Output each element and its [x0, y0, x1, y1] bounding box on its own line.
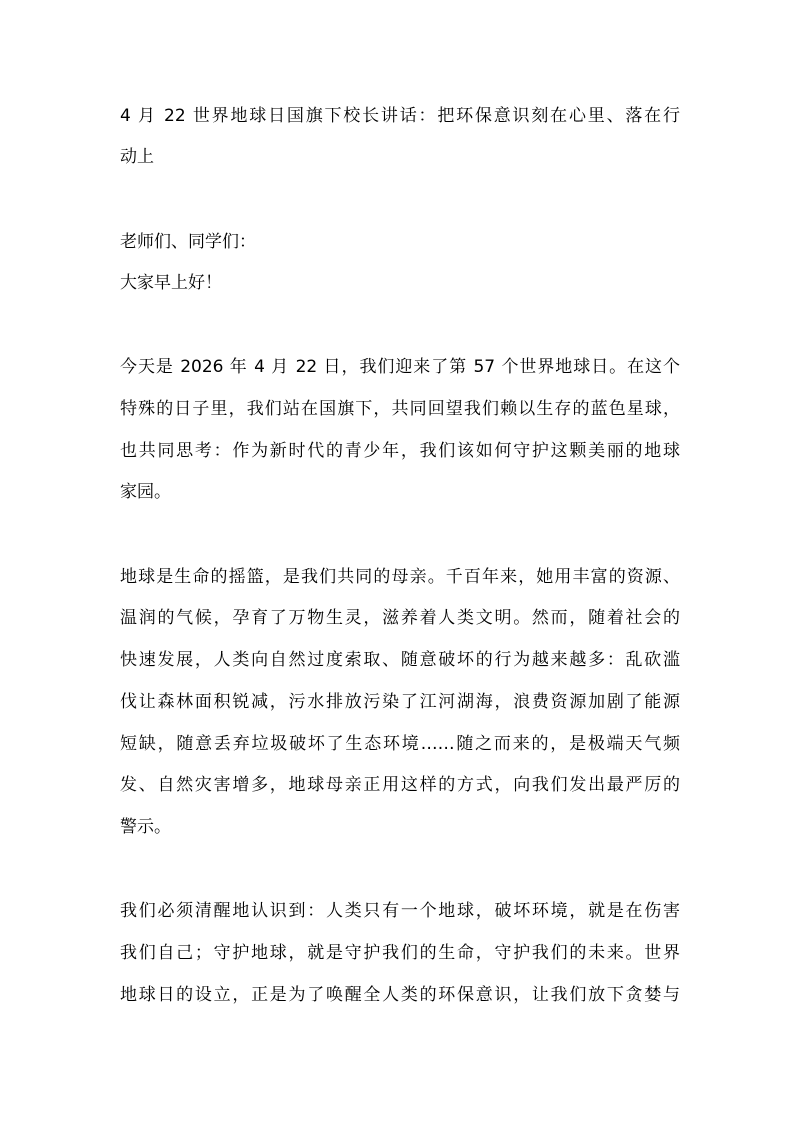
paragraph-3-line-3: 地球日的设立，正是为了唤醒全人类的环保意识，让我们放下贪婪与 [120, 985, 680, 1005]
salutation-line-1: 老师们、同学们： [120, 232, 256, 252]
paragraph-2-line-4: 伐让森林面积锐减，污水排放污染了江河湖海，浪费资源加剧了能源 [120, 692, 680, 712]
paragraph-3-line-2: 我们自己；守护地球，就是守护我们的生命，守护我们的未来。世界 [120, 943, 680, 963]
paragraph-1-line-4: 家园。 [120, 482, 171, 502]
paragraph-2-line-6: 发、自然灾害增多，地球母亲正用这样的方式，向我们发出最严厉的 [120, 775, 680, 795]
paragraph-2-line-7: 警示。 [120, 817, 171, 837]
salutation-line-2: 大家早上好！ [120, 273, 222, 293]
paragraph-2-line-3: 快速发展，人类向自然过度索取、随意破坏的行为越来越多：乱砍滥 [120, 650, 680, 670]
paragraph-1-line-1: 今天是 2026 年 4 月 22 日，我们迎来了第 57 个世界地球日。在这个 [120, 357, 680, 377]
paragraph-2-line-5: 短缺，随意丢弃垃圾破坏了生态环境……随之而来的，是极端天气频 [120, 734, 680, 754]
paragraph-3-line-1: 我们必须清醒地认识到：人类只有一个地球，破坏环境，就是在伤害 [120, 901, 680, 921]
paragraph-2-line-1: 地球是生命的摇篮，是我们共同的母亲。千百年来，她用丰富的资源、 [120, 567, 680, 587]
paragraph-2-line-2: 温润的气候，孕育了万物生灵，滋养着人类文明。然而，随着社会的 [120, 608, 680, 628]
paragraph-1-line-2: 特殊的日子里，我们站在国旗下，共同回望我们赖以生存的蓝色星球， [120, 399, 680, 419]
title-line-2: 动上 [120, 147, 154, 167]
paragraph-1-line-3: 也共同思考：作为新时代的青少年，我们该如何守护这颗美丽的地球 [120, 441, 680, 461]
title-line-1: 4 月 22 世界地球日国旗下校长讲话：把环保意识刻在心里、落在行 [120, 106, 680, 126]
